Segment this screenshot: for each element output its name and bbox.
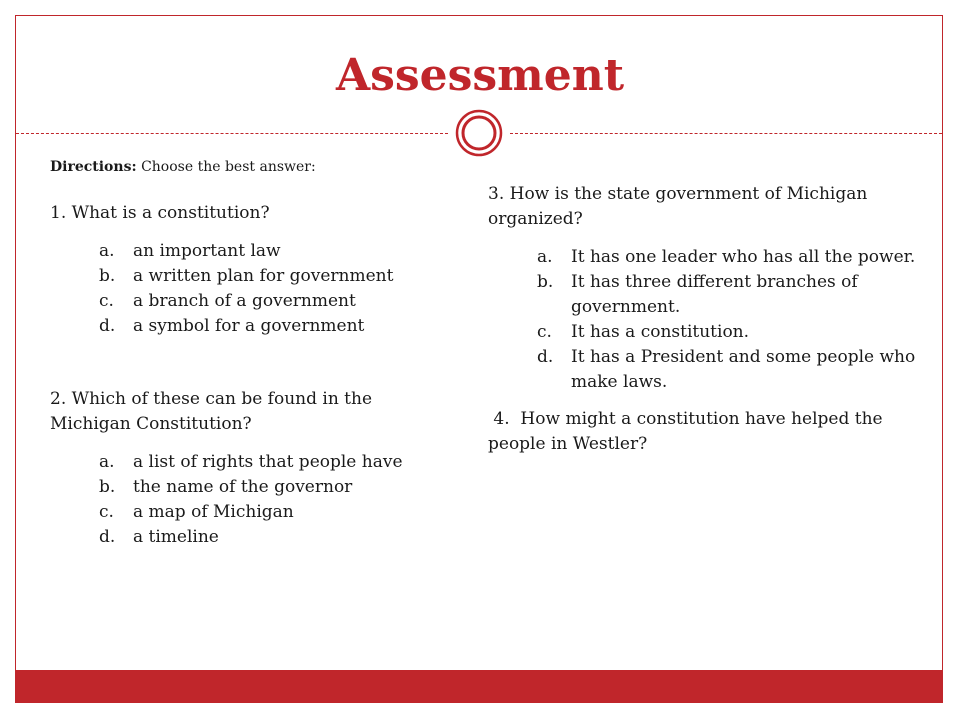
option-text: It has one leader who has all the power. bbox=[571, 247, 916, 267]
directions-text: Choose the best answer: bbox=[136, 159, 316, 175]
question-1-options bbox=[50, 239, 440, 339]
question-4: 4. How might a constitution have helped the people in Westler? bbox=[488, 409, 889, 454]
option-text: a timeline bbox=[133, 527, 219, 547]
directions bbox=[50, 157, 440, 177]
question-3-options bbox=[488, 245, 928, 395]
option-text: It has three different branches of government. bbox=[571, 272, 858, 317]
option-text: a list of rights that people have bbox=[133, 452, 403, 472]
option-text: a symbol for a government bbox=[133, 316, 365, 336]
option-letter: c. bbox=[99, 502, 114, 522]
option-3b bbox=[537, 270, 928, 320]
right-column bbox=[488, 182, 928, 457]
option-1c bbox=[99, 289, 440, 314]
option-letter: b. bbox=[99, 266, 116, 286]
option-3c bbox=[537, 320, 928, 345]
page-title: Assessment bbox=[335, 50, 625, 101]
option-2b bbox=[99, 475, 440, 500]
circle-ornament-icon bbox=[454, 108, 504, 158]
spacer bbox=[50, 339, 440, 387]
option-letter: a. bbox=[99, 452, 115, 472]
option-1b bbox=[99, 264, 440, 289]
option-3a bbox=[537, 245, 928, 270]
option-text: an important law bbox=[133, 241, 281, 261]
directions-label: Directions: bbox=[50, 159, 137, 175]
option-1a bbox=[99, 239, 440, 264]
option-2a bbox=[99, 450, 440, 475]
question-2: 2. Which of these can be found in the Michigan Constitution? bbox=[50, 389, 373, 434]
option-3d bbox=[537, 345, 928, 395]
divider-right bbox=[510, 133, 942, 134]
question-3: 3. How is the state government of Michigan organized? bbox=[488, 184, 868, 229]
option-letter: d. bbox=[99, 316, 116, 336]
option-letter: c. bbox=[99, 291, 114, 311]
left-column bbox=[50, 152, 440, 550]
spacer bbox=[488, 395, 928, 407]
option-letter: a. bbox=[99, 241, 115, 261]
divider-left bbox=[16, 133, 448, 134]
option-2c bbox=[99, 500, 440, 525]
option-2d bbox=[99, 525, 440, 550]
option-text: It has a constitution. bbox=[571, 322, 750, 342]
option-text: the name of the governor bbox=[133, 477, 353, 497]
option-text: It has a President and some people who make laws. bbox=[571, 347, 916, 392]
option-letter: c. bbox=[537, 322, 552, 342]
option-letter: a. bbox=[537, 247, 553, 267]
option-letter: d. bbox=[537, 347, 554, 367]
option-text: a map of Michigan bbox=[133, 502, 294, 522]
footer-bar bbox=[16, 670, 942, 703]
question-1: 1. What is a constitution? bbox=[50, 203, 270, 223]
option-letter: b. bbox=[537, 272, 554, 292]
question-2-options bbox=[50, 450, 440, 550]
option-text: a branch of a government bbox=[133, 291, 356, 311]
option-text: a written plan for government bbox=[133, 266, 394, 286]
option-1d bbox=[99, 314, 440, 339]
option-letter: b. bbox=[99, 477, 116, 497]
option-letter: d. bbox=[99, 527, 116, 547]
